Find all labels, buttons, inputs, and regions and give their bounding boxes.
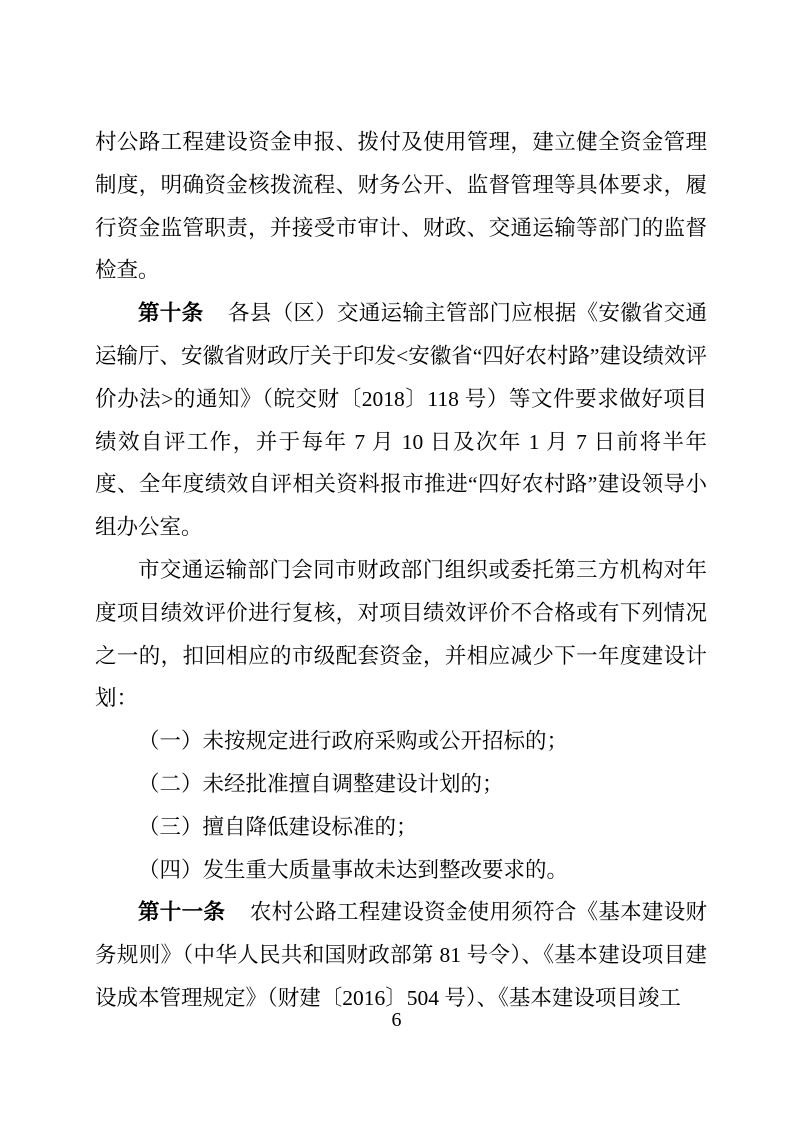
article-number-label: 第十一条 <box>138 900 226 925</box>
list-item <box>95 806 707 849</box>
paragraph-text: 市交通运输部门会同市财政部门组织或委托第三方机构对年度项目绩效评价进行复核，对项目绩效评价不合格或有下列情况之一的，扣回相应的市级配套资金，并相应减少下一年度建设计划： <box>95 557 707 711</box>
list-item <box>95 849 707 892</box>
list-item <box>95 763 707 806</box>
article-number-label: 第十条 <box>138 301 204 326</box>
paragraph-text: （一）未按规定进行政府采购或公开招标的； <box>138 729 569 754</box>
page-footer <box>0 1006 793 1034</box>
paragraph-text: （二）未经批准擅自调整建设计划的； <box>138 771 504 796</box>
article-paragraph <box>95 292 707 549</box>
list-item <box>95 720 707 763</box>
paragraph <box>95 121 707 292</box>
paragraph-text: 村公路工程建设资金申报、拨付及使用管理，建立健全资金管理制度，明确资金核拨流程、财务公开、监督管理等具体要求，履行资金监管职责，并接受市审计、财政、交通运输等部门的监督检查。 <box>95 130 707 283</box>
document-content <box>95 121 707 1020</box>
paragraph-text: （四）发生重大质量事故未达到整改要求的。 <box>138 857 569 882</box>
paragraph <box>95 549 707 720</box>
page-number: 6 <box>391 1009 402 1031</box>
article-paragraph <box>95 891 707 1019</box>
paragraph-text: 农村公路工程建设资金使用须符合《基本建设财务规则》（中华人民共和国财政部第 81 号令）、《基本建设项目建设成本管理规定》（财建〔2016〕504 号）、《基本建设项目竣工 <box>95 900 707 1010</box>
paragraph-text: 各县（区）交通运输主管部门应根据《安徽省交通运输厅、安徽省财政厅关于印发<安徽省“四好农村路”建设绩效评价办法>的通知》（皖交财〔2018〕118 号）等文件要求做好项目绩效自评工作，并于每年 7 月 10 日及次年 1 月 7 日前将半年度、全年度绩效自评相关资料报市推进“四好农村路”建设领导小组办公室。 <box>95 301 707 540</box>
paragraph-text: （三）擅自降低建设标准的； <box>138 814 418 839</box>
